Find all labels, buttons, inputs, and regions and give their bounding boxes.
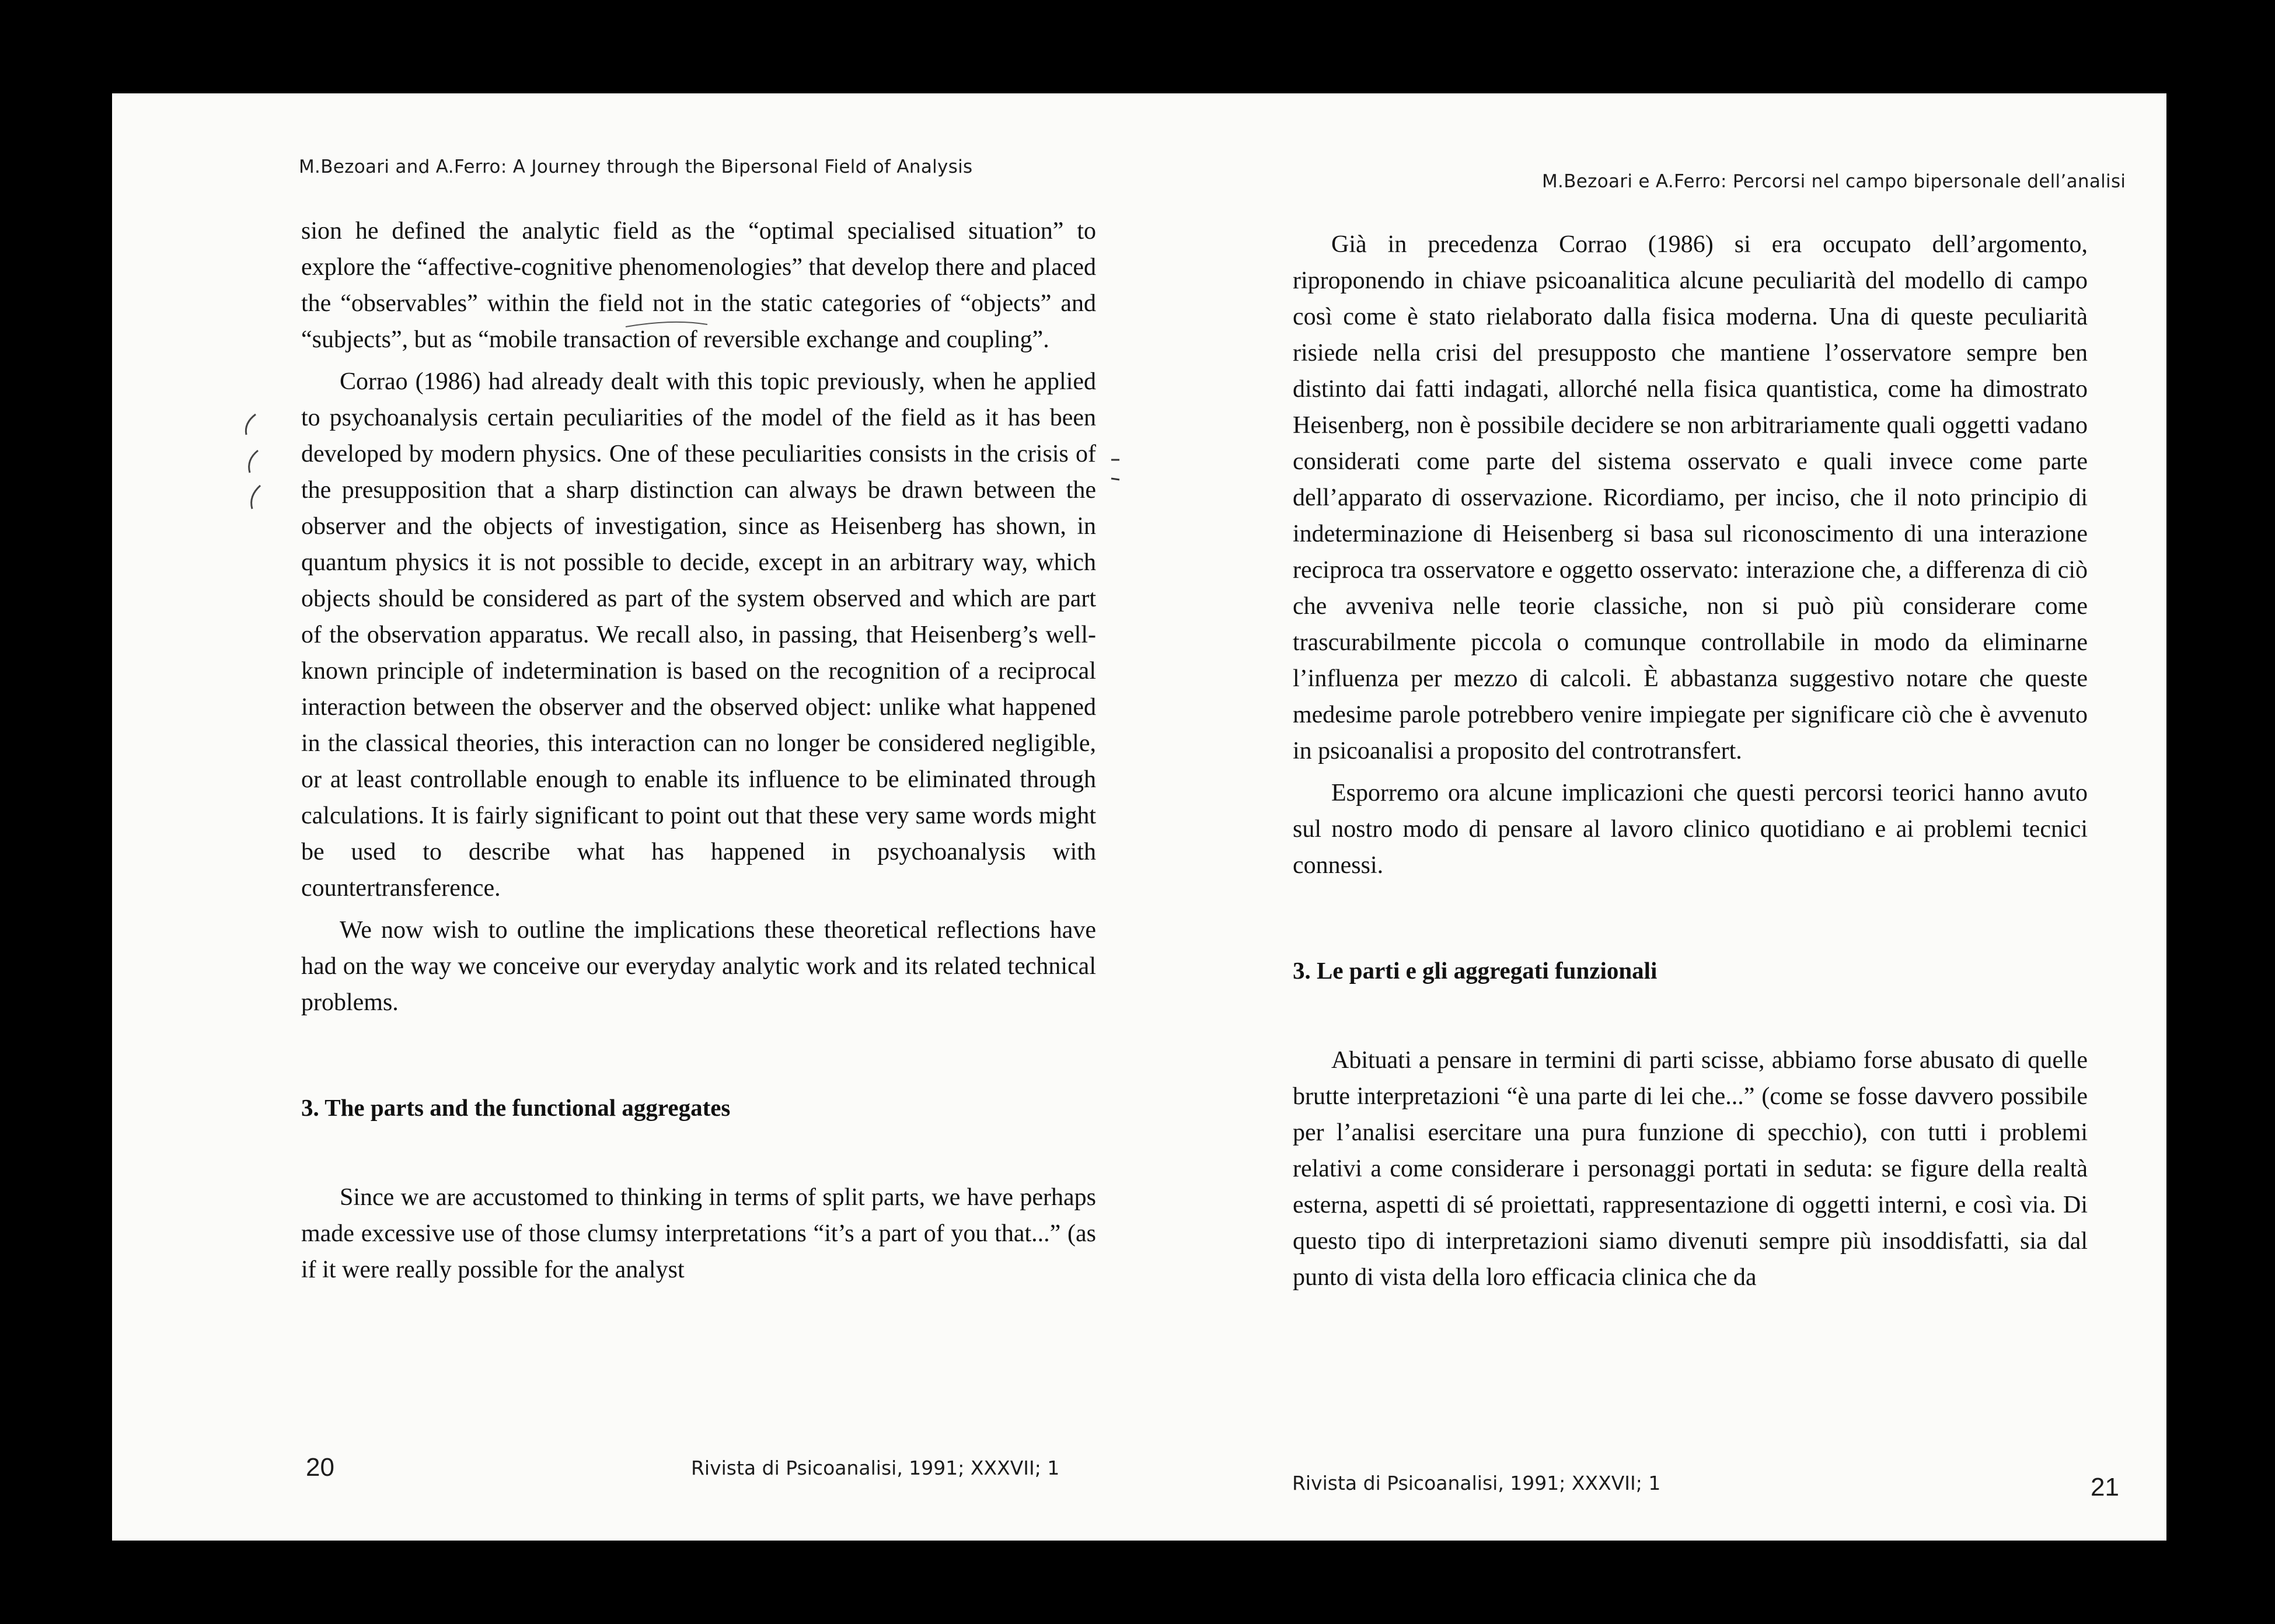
right-page-body	[1293, 226, 2088, 1295]
page-number-left: 20	[306, 1453, 334, 1482]
right-paragraph-1: Già in precedenza Corrao (1986) si era occupato dell’argomento, riproponendo in chiave psicoanalitica alcune peculiarità del modello di campo così come è stato rielaborato dalla fisica moderna. Una di queste peculiarità risiede nella crisi del presupposto che mantiene l’osservatore sempre ben distinto dai fatti indagati, allorché nella fisica quantistica, come ha dimostrato Heisenberg, non è possibile decidere se non arbitrariamente quali oggetti vadano considerati come parte del sistema osservato e quali invece come parte dell’apparato di osservazione. Ricordiamo, per inciso, che il noto principio di indeterminazione di Heisenberg si basa sul riconoscimento di una interazione reciproca tra osservatore e oggetto osservato: interazione che, a differenza di ciò che avveniva nelle teorie classiche, non si può più considerare come trascurabilmente piccola o comunque controllabile in modo da eliminarne l’influenza per mezzo di calcoli. È abbastanza suggestivo notare che queste medesime parole potrebbero venire impiegate per significare ciò che è avvenuto in psicoanalisi a proposito del controtransfert.	[1293, 231, 2088, 764]
section-heading-right: 3. Le parti e gli aggregati funzionali	[1293, 957, 1658, 984]
left-page-body	[301, 213, 1096, 1288]
footer-left: Rivista di Psicoanalisi, 1991; XXXVII; 1	[691, 1457, 1060, 1479]
running-head-right: M.Bezoari e A.Ferro: Percorsi nel campo bipersonale dell’analisi	[1542, 171, 2126, 192]
section-heading-left: 3. The parts and the functional aggregates	[301, 1094, 731, 1121]
page-number-right: 21	[2091, 1473, 2119, 1501]
right-section-paragraph: Abituati a pensare in termini di parti scisse, abbiamo forse abusato di quelle brutte interpretazioni “è una parte di lei che...” (come se fosse davvero possibile per l’analisi esercitare una pura funzione di specchio), con tutti i problemi relativi a come considerare i personaggi portati in seduta: se figure della realtà esterna, aspetti di sé proiettati, rappresentazione di oggetti interni, e così via. Di questo tipo di interpretazioni siamo divenuti sempre più insoddisfatti, sia dal punto di vista della loro efficacia clinica che da	[1293, 1047, 2088, 1291]
right-page	[1139, 93, 2166, 1541]
left-paragraph-1: sion he defined the analytic field as the “optimal specialised situation” to explore the “affective-cognitive phenomenologies” that develop there and placed the “observables” within the field not in the static categories of “objects” and “subjects”, but as “mobile transaction of reversible exchange and coupling”.	[301, 218, 1096, 353]
left-paragraph-2: Corrao (1986) had already dealt with this topic previously, when he applied to psychoanalysis certain peculiarities of the model of the field as it has been developed by modern physics. One of these peculiarities consists in the crisis of the presupposition that a sharp distinction can always be drawn between the observer and the objects of investigation, since as Heisenberg has shown, in quantum physics it is not possible to decide, except in an arbitrary way, which objects should be considered as part of the system observed and which are part of the observation apparatus. We recall also, in passing, that Heisenberg’s well-known principle of indetermination is based on the recognition of a reciprocal interaction between the observer and the observed object: unlike what happened in the classical theories, this interaction can no longer be considered negligible, or at least controllable enough to enable its influence to be eliminated through calculations. It is fairly significant to point out that these very same words might be used to describe what has happened in psychoanalysis with countertransference.	[301, 368, 1096, 902]
book-spread	[112, 93, 2166, 1541]
left-paragraph-3: We now wish to outline the implications these theoretical reflections have had on the way we conceive our everyday analytic work and its related technical problems.	[301, 917, 1096, 1016]
left-section-paragraph: Since we are accustomed to thinking in terms of split parts, we have perhaps made excessive use of those clumsy interpretations “it’s a part of you that...” (as if it were really possible for the analyst	[301, 1184, 1096, 1283]
right-paragraph-2: Esporremo ora alcune implicazioni che questi percorsi teorici hanno avuto sul nostro modo di pensare al lavoro clinico quotidiano e ai problemi tecnici connessi.	[1293, 780, 2088, 879]
footer-right: Rivista di Psicoanalisi, 1991; XXXVII; 1	[1292, 1472, 1661, 1494]
running-head-left: M.Bezoari and A.Ferro: A Journey through the Bipersonal Field of Analysis	[299, 156, 973, 177]
left-page	[112, 93, 1139, 1541]
